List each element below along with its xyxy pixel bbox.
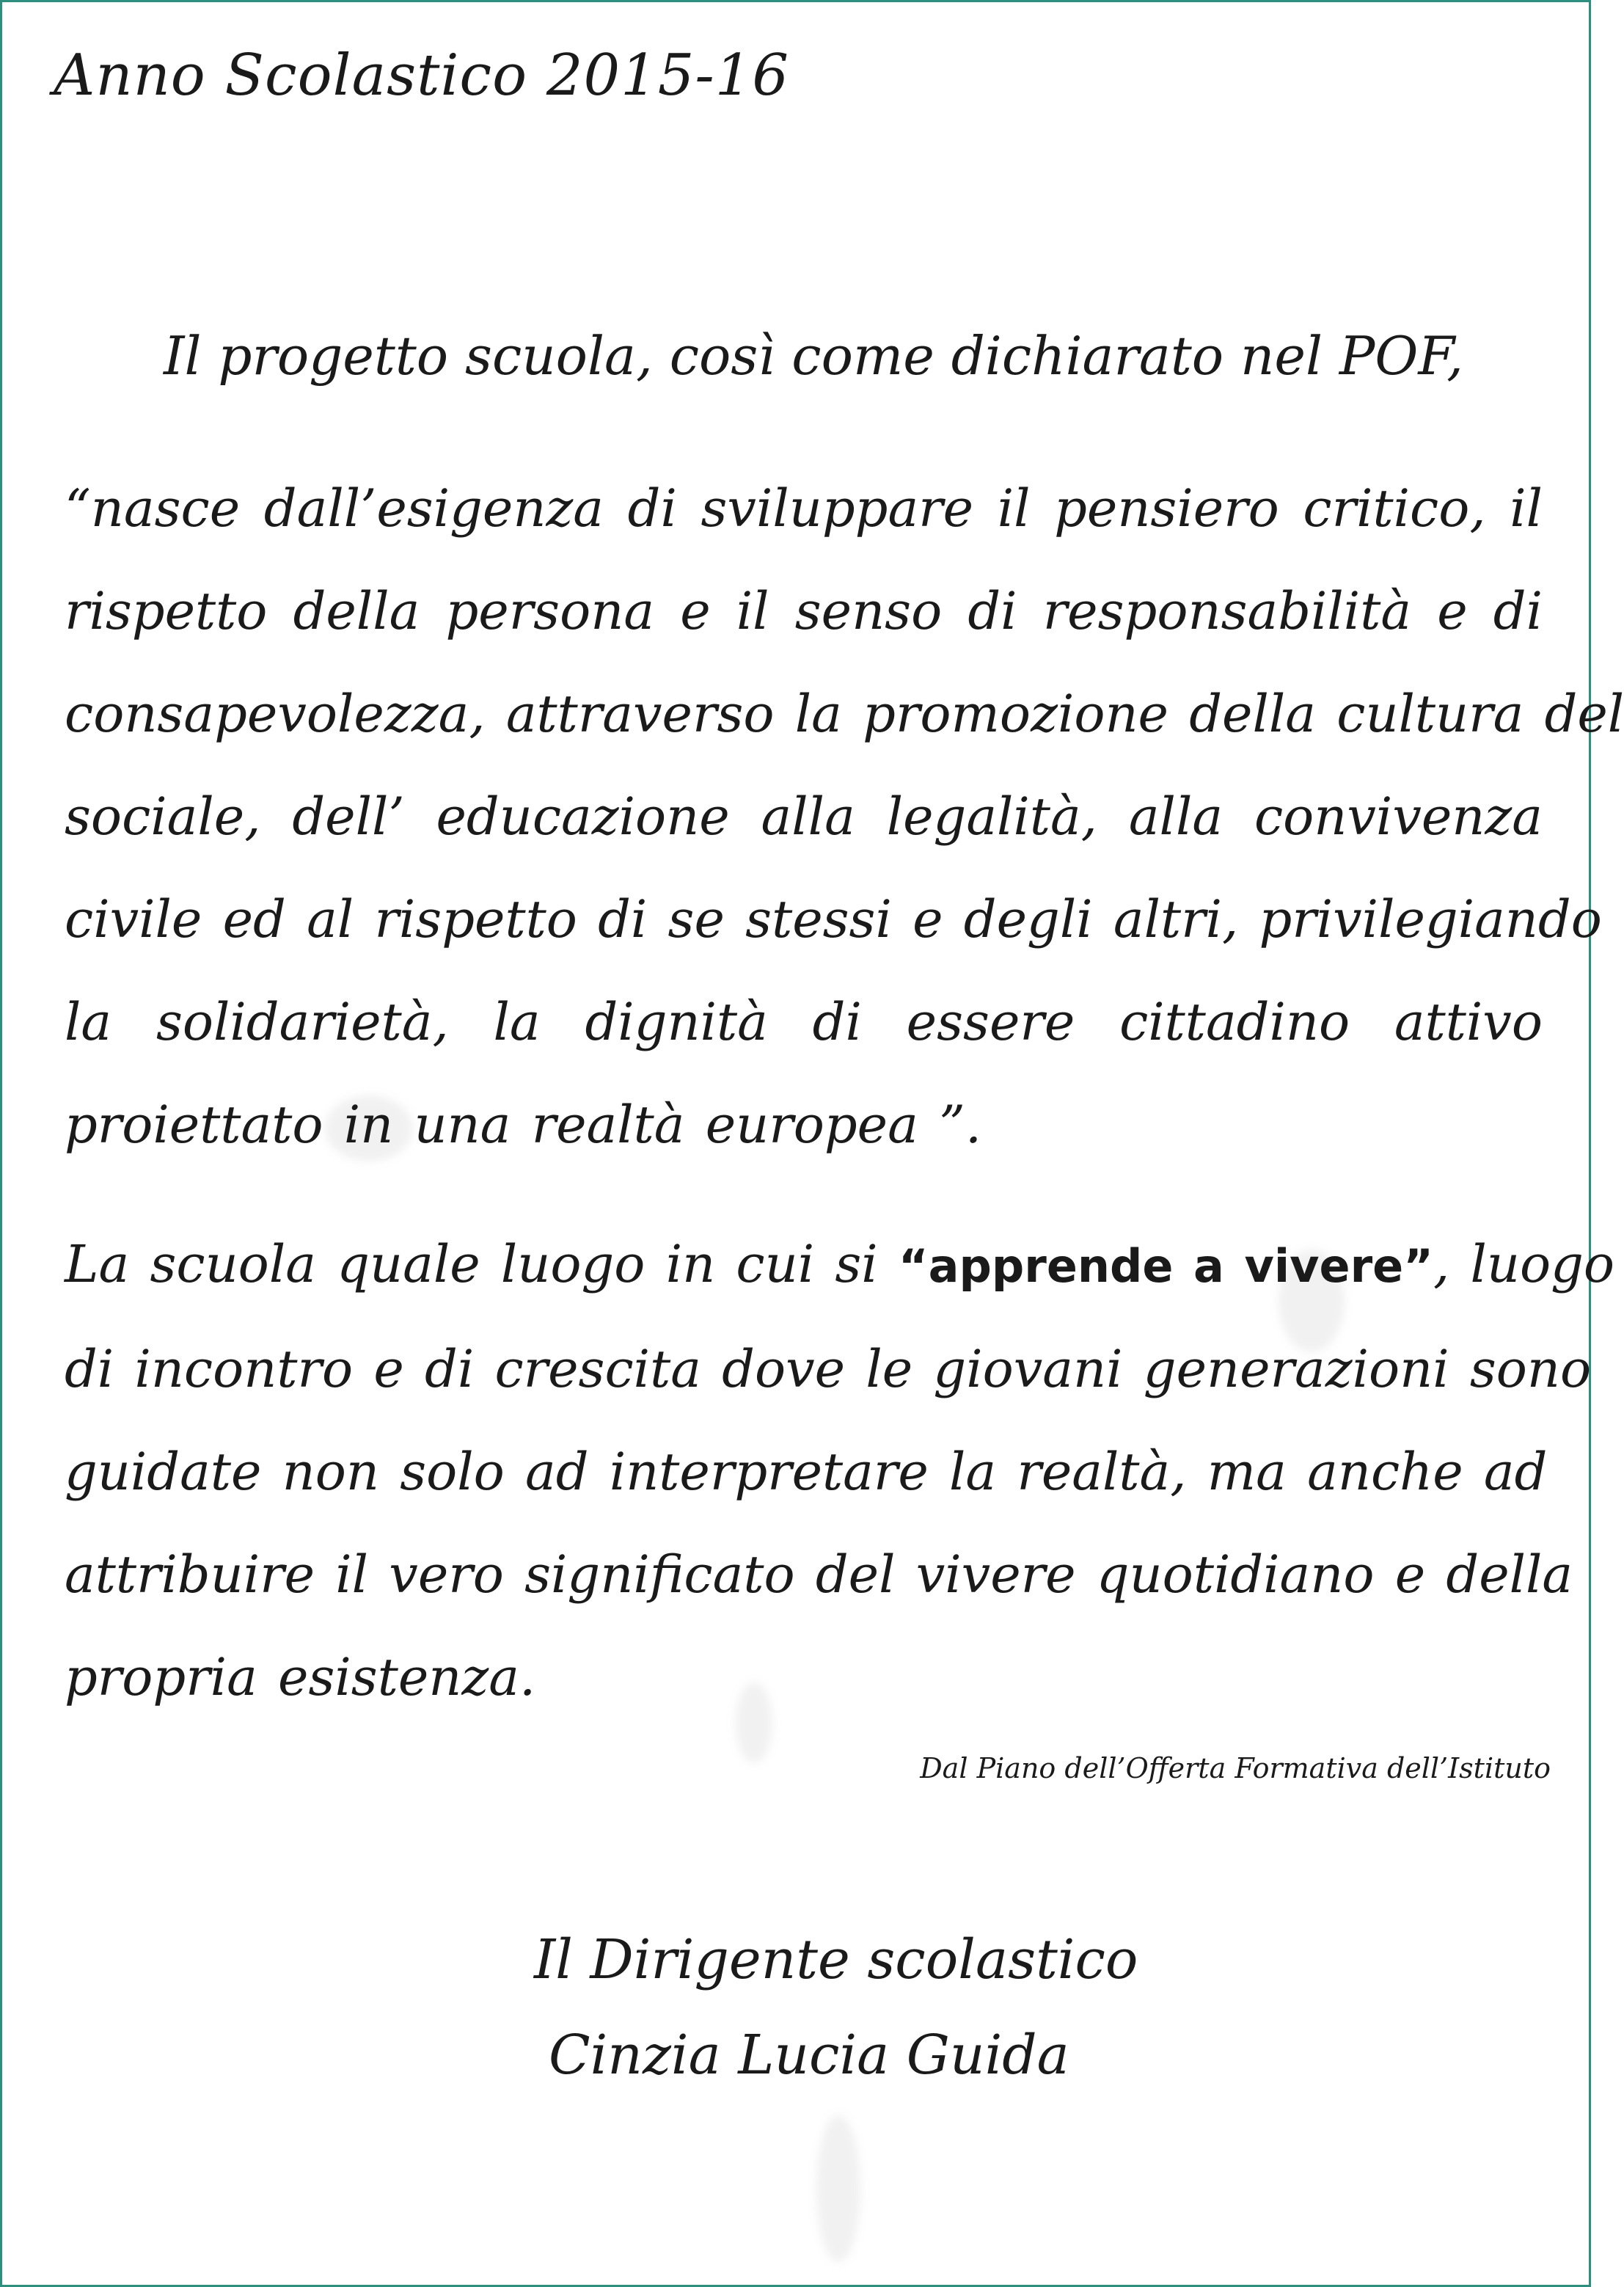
paragraph-line: civile ed al rispetto di se stessi e degli altri, privilegiando xyxy=(65,889,1602,949)
emphasis-text: “apprende a vivere” xyxy=(898,1239,1433,1293)
pof-quote-paragraph xyxy=(65,457,1624,1176)
source-citation: Dal Piano dell’Offerta Formativa dell’Istituto xyxy=(920,1752,1551,1784)
signatory-title: Il Dirigente scolastico xyxy=(534,1928,1138,1991)
paragraph-line: sociale, dell’ educazione alla legalità, alla convivenza xyxy=(65,787,1543,847)
paragraph-line: rispetto della persona e il senso di responsabilità e di xyxy=(65,581,1543,641)
paragraph-line: attribuire il vero significato del vivere quotidiano e della xyxy=(65,1544,1573,1605)
line-text: , luogo xyxy=(1433,1234,1615,1294)
school-year-heading: Anno Scolastico 2015-16 xyxy=(54,43,789,109)
scan-smudge xyxy=(816,2115,860,2262)
paragraph-line: propria esistenza. xyxy=(65,1647,536,1707)
paragraph-line: proiettato in una realtà europea ”. xyxy=(65,1095,982,1155)
paragraph-line-with-emphasis xyxy=(65,1213,1615,1318)
paragraph-line: “nasce dall’esigenza di sviluppare il pensiero critico, il xyxy=(65,478,1543,539)
paragraph-line: di incontro e di crescita dove le giovani generazioni sono xyxy=(65,1339,1592,1399)
paragraph-line: la solidarietà, la dignità di essere cittadino attivo xyxy=(65,992,1543,1052)
line-text: La scuola quale luogo in cui si xyxy=(65,1234,899,1294)
signatory-name: Cinzia Lucia Guida xyxy=(549,2024,1069,2087)
school-mission-paragraph xyxy=(65,1213,1615,1729)
paragraph-line: guidate non solo ad interpretare la realtà, ma anche ad xyxy=(65,1442,1548,1502)
paragraph-line: consapevolezza, attraverso la promozione della cultura del xyxy=(65,684,1624,744)
intro-line: Il progetto scuola, così come dichiarato nel POF, xyxy=(164,325,1463,387)
